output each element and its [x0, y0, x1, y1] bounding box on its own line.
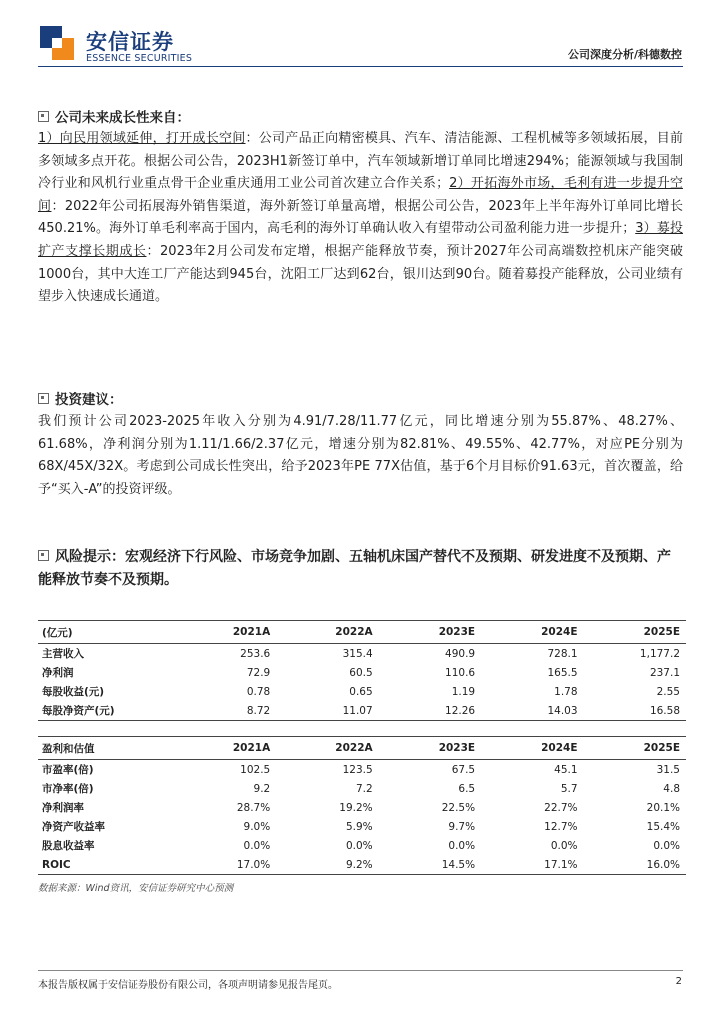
table-cell: 6.5 [458, 782, 476, 795]
valuation-table [38, 736, 686, 875]
table-row [38, 817, 686, 836]
report-tag: 公司深度分析/科德数控 [567, 48, 682, 61]
row-label: 净利润 [42, 667, 74, 679]
row-label: ROIC [38, 855, 174, 875]
table-header-cell: 2025E [584, 737, 686, 760]
table-cell: 60.5 [349, 666, 373, 679]
row-label: 每股收益(元) [42, 686, 105, 698]
table-row [38, 798, 686, 817]
section-bullet-icon [38, 393, 49, 404]
table-cell: 45.1 [554, 763, 578, 776]
table-cell: 22.7% [544, 801, 578, 814]
table-header-cell: 盈利和估值 [38, 737, 174, 760]
table-cell: 102.5 [240, 763, 271, 776]
table-row [38, 760, 686, 780]
company-name-cn: 安信证券 [86, 30, 174, 54]
table-cell: 20.1% [646, 801, 680, 814]
invest-paragraph: 我们预计公司2023-2025年收入分别为4.91/7.28/11.77亿元，同比增速分别为55.87%、48.27%、61.68%，净利润分别为1.11/1.66/2.37亿元，增速分别为82.81%、49.55%、42.77%，对应PE分别为68X/45X/32X。考虑到公司成长性突出，给予2023年PE 77X估值，基于6个月目标价91.63元，首次覆盖，给予“买入-A”的投资评级。 [38, 414, 683, 497]
table-cell: 72.9 [246, 666, 271, 679]
table-cell: 0.65 [349, 685, 373, 698]
growth-point-2-detail: ：2022年公司拓展海外销售渠道，海外新签订单量高增，根据公司公告，2023年上半年海外订单同比增长450.21%。海外订单毛利率高于国内，高毛利的海外订单确认收入有望带动公司盈利能力进一步提升； [38, 198, 683, 237]
table-cell: 67.5 [451, 763, 476, 776]
table-cell: 315.4 [342, 647, 373, 660]
table-cell: 9.7% [448, 820, 476, 833]
table-row [38, 855, 686, 875]
table-header-cell: 2024E [481, 621, 583, 644]
table-cell: 2.55 [656, 685, 680, 698]
table-cell: 110.6 [445, 666, 476, 679]
growth-point-3-detail: ：2023年2月公司发布定增，根据产能释放节奏，预计2027年公司高端数控机床产能突破1000台，其中大连工厂产能达到945台，沈阳工厂达到62台，银川达到90台。随着募投产能释放，公司业绩有望步入快速成长通道。 [38, 243, 683, 305]
table-cell: 9.2% [276, 855, 378, 875]
table-cell: 12.26 [379, 701, 481, 721]
table-row [38, 701, 686, 721]
table-cell: 19.2% [339, 801, 373, 814]
table-cell: 5.9% [345, 820, 373, 833]
invest-title-text: 投资建议： [55, 392, 123, 408]
growth-title-text: 公司未来成长性来自： [55, 110, 190, 126]
table-cell: 31.5 [656, 763, 680, 776]
table-cell: 237.1 [649, 666, 680, 679]
table-header-cell: 2024E [481, 737, 583, 760]
table-cell: 0.0% [448, 839, 476, 852]
risk-text: 风险提示：宏观经济下行风险、市场竞争加剧、五轴机床国产替代不及预期、研发进度不及预期、产能释放节奏不及预期。 [38, 549, 671, 588]
footer-divider [38, 970, 683, 971]
invest-section-title [38, 388, 123, 408]
table-cell: 15.4% [646, 820, 680, 833]
company-name-en: ESSENCE SECURITIES [86, 53, 193, 64]
table-cell: 5.7 [560, 782, 578, 795]
table-cell: 12.7% [544, 820, 578, 833]
table-cell: 0.0% [243, 839, 271, 852]
table-cell: 4.8 [663, 782, 680, 795]
table-row [38, 644, 686, 664]
table-cell: 14.03 [481, 701, 583, 721]
header-divider [38, 66, 683, 67]
risk-warning [38, 546, 683, 592]
page-number: 2 [675, 976, 682, 987]
table-row [38, 663, 686, 682]
table-cell: 9.2 [253, 782, 271, 795]
table-cell: 7.2 [355, 782, 373, 795]
growth-point-1-detail: ：公司产品正向精密模具、汽车、清洁能源、工程机械等多领域拓展，目前多领域多点开花。根据公司公告，2023H1新签订单中，汽车领域新增订单同比增速294%；能源领域与我国制冷行业和风机行业重点骨干企业重庆通用工业公司首次建立合作关系； [38, 131, 683, 192]
table-cell: 728.1 [547, 647, 578, 660]
table-header-row [38, 737, 686, 760]
table-header-cell: 2022A [276, 737, 378, 760]
table-cell: 165.5 [547, 666, 578, 679]
section-bullet-icon [38, 111, 49, 122]
row-label: 每股净资产(元) [38, 701, 174, 721]
table-row [38, 682, 686, 701]
table-cell: 0.78 [246, 685, 271, 698]
growth-section-title [38, 106, 190, 126]
table-cell: 28.7% [236, 801, 271, 814]
table-cell: 1.78 [554, 685, 578, 698]
table-header-row [38, 621, 686, 644]
table-cell: 9.0% [243, 820, 271, 833]
row-label: 净利润率 [42, 802, 84, 814]
table-header-cell: 2023E [379, 621, 481, 644]
growth-point-2: 2）开拓海外市场，毛利有进一步提升空间 [38, 176, 683, 214]
table-header-cell: 2021A [174, 737, 276, 760]
row-label: 主营收入 [42, 648, 84, 660]
table-cell: 253.6 [240, 647, 271, 660]
row-label: 市净率(倍) [42, 783, 94, 795]
table-cell: 1.19 [451, 685, 476, 698]
table-cell: 14.5% [379, 855, 481, 875]
table-header-cell: 2025E [584, 621, 686, 644]
table-cell: 11.07 [276, 701, 378, 721]
table-row [38, 779, 686, 798]
table-cell: 123.5 [342, 763, 373, 776]
table-cell: 16.58 [584, 701, 686, 721]
footer-disclaimer: 本报告版权属于安信证券股份有限公司，各项声明请参见报告尾页。 [38, 980, 338, 991]
company-logo-icon [38, 24, 76, 62]
growth-point-1: 1）向民用领域延伸，打开成长空间 [38, 131, 246, 146]
table-cell: 0.0% [653, 839, 680, 852]
table-cell: 17.0% [174, 855, 276, 875]
table-cell: 8.72 [174, 701, 276, 721]
growth-paragraph [38, 128, 683, 309]
table-cell: 0.0% [345, 839, 373, 852]
table-header-cell: 2023E [379, 737, 481, 760]
table-cell: 0.0% [550, 839, 578, 852]
table-header-cell: 2022A [276, 621, 378, 644]
table-cell: 16.0% [584, 855, 686, 875]
row-label: 市盈率(倍) [42, 764, 94, 776]
financial-summary-table [38, 620, 686, 721]
row-label: 股息收益率 [42, 840, 95, 852]
row-label: 净资产收益率 [42, 821, 105, 833]
table-cell: 17.1% [481, 855, 583, 875]
table-cell: 1,177.2 [639, 647, 680, 660]
data-source-note: 数据来源：Wind资讯，安信证券研究中心预测 [38, 883, 234, 894]
table-cell: 490.9 [445, 647, 476, 660]
table-row [38, 836, 686, 855]
table-header-cell: (亿元) [38, 621, 174, 644]
table-header-cell: 2021A [174, 621, 276, 644]
growth-point-3: 3）募投扩产支撑长期成长 [38, 221, 683, 259]
section-bullet-icon [38, 550, 49, 561]
table-cell: 22.5% [441, 801, 476, 814]
